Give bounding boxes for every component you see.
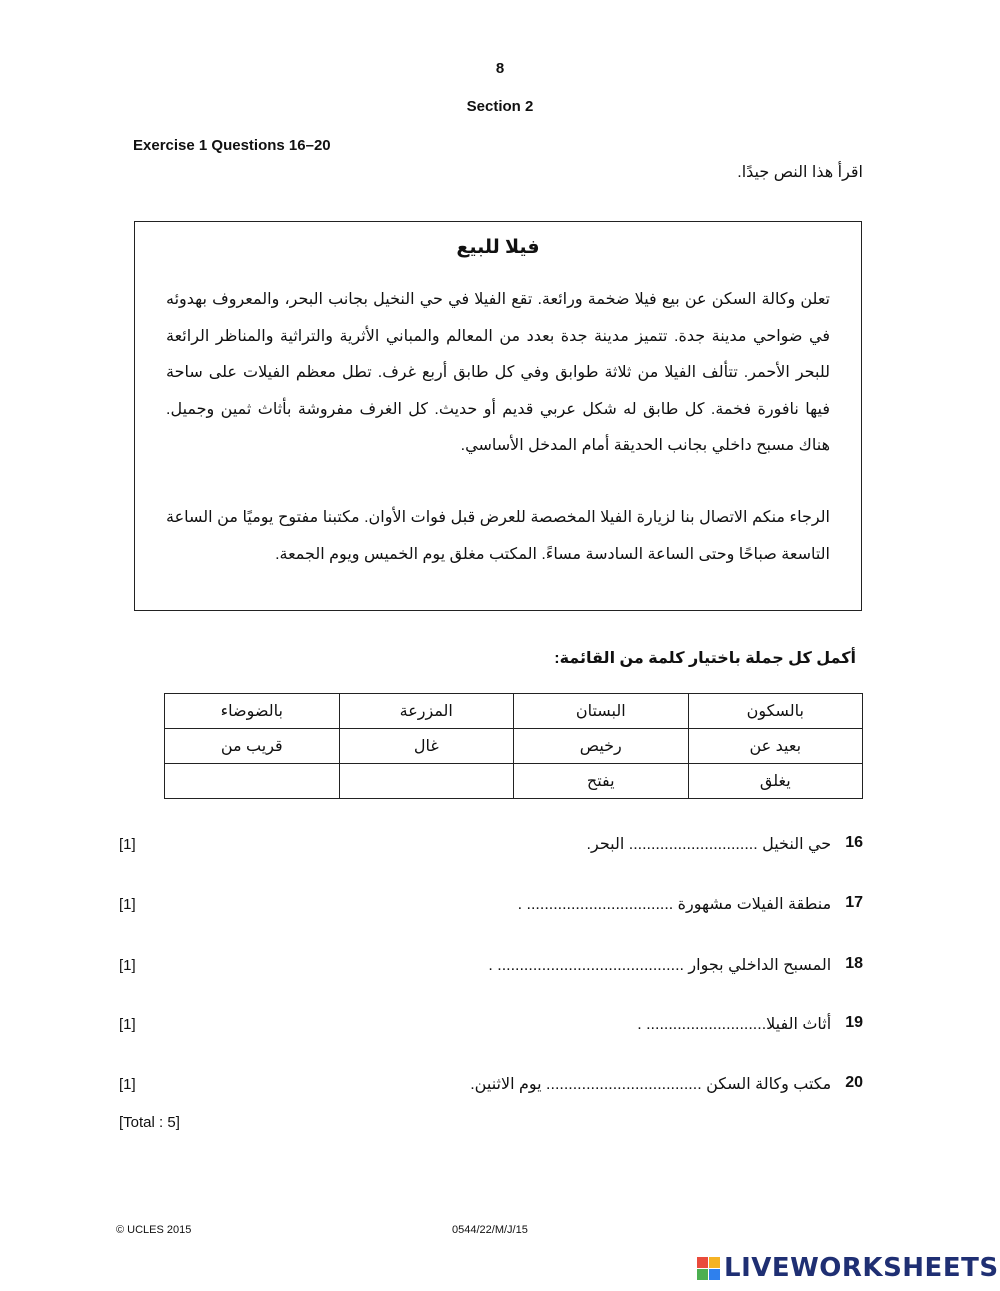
question-16	[587, 834, 863, 854]
question-mark: [1]	[119, 1016, 136, 1033]
page-number: 8	[495, 60, 505, 77]
question-mark: [1]	[119, 1076, 136, 1093]
logo-square-green	[697, 1269, 708, 1280]
word-bank-cell: بالسكون	[688, 694, 863, 729]
reading-text-title: فيلا للبيع	[456, 237, 540, 258]
question-mark: [1]	[119, 896, 136, 913]
question-text[interactable]: المسبح الداخلي بجوار .......................................... .	[488, 957, 832, 974]
question-text[interactable]: حي النخيل ............................. البحر.	[586, 836, 832, 853]
word-bank-cell: رخيص	[514, 729, 689, 764]
section-title: Section 2	[466, 98, 534, 115]
word-bank-cell: المزرعة	[339, 694, 514, 729]
liveworksheets-logo-icon	[697, 1257, 720, 1280]
question-mark: [1]	[119, 957, 136, 974]
footer-code: 0544/22/M/J/15	[452, 1224, 528, 1236]
question-number: 18	[845, 955, 863, 972]
word-bank-cell: يغلق	[688, 764, 863, 799]
word-bank-row	[165, 729, 863, 764]
word-bank-cell: بعيد عن	[688, 729, 863, 764]
brand-name: LIVEWORKSHEETS	[724, 1253, 999, 1283]
question-number: 20	[845, 1074, 863, 1091]
question-17	[518, 894, 863, 914]
question-number: 19	[845, 1014, 863, 1031]
question-18	[488, 955, 863, 975]
word-bank-cell	[339, 764, 514, 799]
question-mark: [1]	[119, 836, 136, 853]
complete-instruction: أكمل كل جملة باختيار كلمة من القائمة:	[554, 650, 856, 667]
total-marks: [Total : 5]	[119, 1114, 180, 1131]
question-text[interactable]: مكتب وكالة السكن ................................... يوم الاثنين.	[470, 1076, 832, 1093]
word-bank-cell: بالضوضاء	[165, 694, 340, 729]
liveworksheets-brand[interactable]	[697, 1253, 999, 1283]
word-bank-cell	[165, 764, 340, 799]
exercise-heading: Exercise 1 Questions 16–20	[133, 137, 331, 154]
question-text[interactable]: منطقة الفيلات مشهورة ................................. .	[517, 896, 832, 913]
question-number: 17	[845, 894, 863, 911]
word-bank-cell: يفتح	[514, 764, 689, 799]
word-bank-row	[165, 764, 863, 799]
question-20	[470, 1074, 863, 1094]
word-bank-table	[164, 693, 863, 799]
question-number: 16	[845, 834, 863, 851]
word-bank-cell: البستان	[514, 694, 689, 729]
word-bank-cell: غال	[339, 729, 514, 764]
read-instruction: اقرأ هذا النص جيدًا.	[737, 164, 863, 181]
question-text[interactable]: أثاث الفيلا........................... .	[637, 1016, 832, 1033]
logo-square-yellow	[709, 1257, 720, 1268]
reading-paragraph-2: الرجاء منكم الاتصال بنا لزيارة الفيلا المخصصة للعرض قبل فوات الأوان. مكتبنا مفتوح يوميًا من الساعة التاسعة صباحًا وحتى الساعة السادسة مساءً. المكتب مغلق يوم الخميس ويوم الجمعة.	[166, 509, 830, 563]
reading-paragraph-1: تعلن وكالة السكن عن بيع فيلا ضخمة ورائعة. تقع الفيلا في حي النخيل بجانب البحر، والمعروف بهدوئه في ضواحي مدينة جدة. تتميز مدينة جدة بعدد من المعالم والمباني الأثرية والتراثية والمناظر الرائعة للبحر الأحمر. تتألف الفيلا من ثلاثة طوابق وفي كل طابق أربع غرف. تطل معظم الفيلات على ساحة فيها نافورة فخمة. كل طابق له شكل عربي قديم أو حديث. كل الغرف مفروشة بأثاث ثمين وجميل. هناك مسبح داخلي بجانب الحديقة أمام المدخل الأساسي.	[166, 291, 830, 454]
word-bank-cell: قريب من	[165, 729, 340, 764]
logo-square-red	[697, 1257, 708, 1268]
question-19	[637, 1014, 863, 1034]
word-bank-row	[165, 694, 863, 729]
logo-square-blue	[709, 1269, 720, 1280]
footer-copyright: © UCLES 2015	[116, 1224, 192, 1236]
